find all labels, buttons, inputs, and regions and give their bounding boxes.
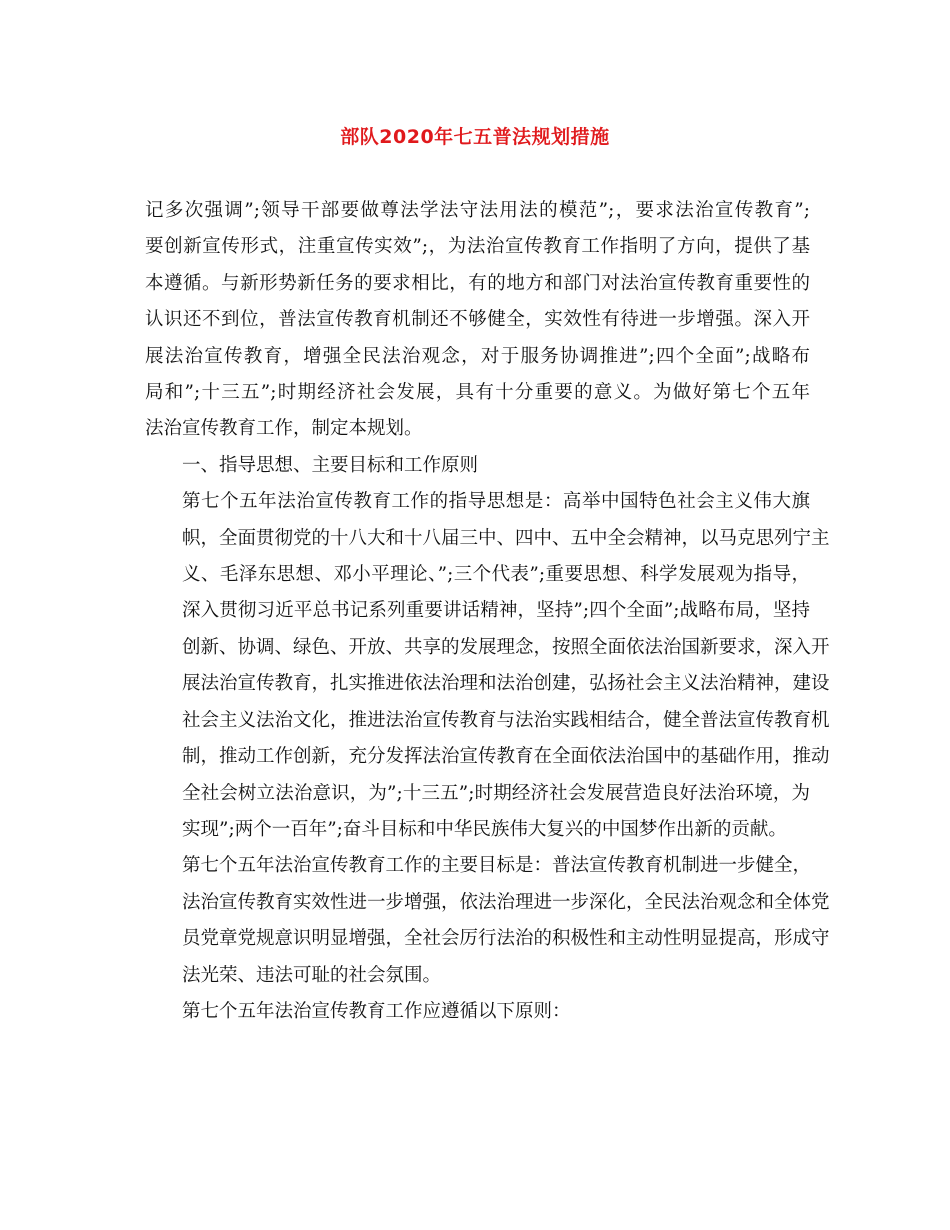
paragraph xyxy=(145,848,830,994)
text-line: 一、指导思想、主要目标和工作原则 xyxy=(182,454,479,476)
text-line: 深入贯彻习近平总书记系列重要讲话精神，坚持”;四个全面”;战略布局，坚持 xyxy=(182,600,810,622)
text-line: 本遵循。与新形势新任务的要求相比，有的地方和部门对法治宣传教育重要性的 xyxy=(145,272,810,294)
text-line: 要创新宣传形式，注重宣传实效”;，为法治宣传教育工作指明了方向，提供了基 xyxy=(145,236,810,258)
text-line: 社会主义法治文化，推进法治宣传教育与法治实践相结合，健全普法宣传教育机 xyxy=(182,709,830,731)
paragraph xyxy=(145,193,810,448)
text-line: 法治宣传教育工作，制定本规划。 xyxy=(145,418,423,440)
document-title: 部队2020年七五普法规划措施 xyxy=(340,126,610,148)
text-line: 创新、协调、绿色、开放、共享的发展理念，按照全面依法治国新要求，深入开 xyxy=(182,636,830,658)
text-line: 记多次强调”;领导干部要做尊法学法守法用法的模范”;，要求法治宣传教育”; xyxy=(145,200,810,221)
text-line: 实现”;两个一百年”;奋斗目标和中华民族伟大复兴的中国梦作出新的贡献。 xyxy=(182,818,787,840)
paragraph xyxy=(145,484,830,848)
text-line: 第七个五年法治宣传教育工作的主要目标是：普法宣传教育机制进一步健全， xyxy=(182,855,812,877)
text-line: 第七个五年法治宣传教育工作的指导思想是：高举中国特色社会主义伟大旗 xyxy=(182,491,810,513)
text-line: 全社会树立法治意识，为”;十三五”;时期经济社会发展营造良好法治环境，为 xyxy=(182,782,810,804)
text-line: 义、毛泽东思想、邓小平理论、”;三个代表”;重要思想、科学发展观为指导， xyxy=(182,564,810,586)
text-line: 员党章党规意识明显增强，全社会厉行法治的积极性和主动性明显提高，形成守 xyxy=(182,928,830,950)
document-body xyxy=(145,193,830,1030)
text-line: 展法治宣传教育，增强全民法治观念，对于服务协调推进”;四个全面”;战略布 xyxy=(145,345,810,367)
paragraph xyxy=(145,448,810,484)
text-line: 法治宣传教育实效性进一步增强，依法治理进一步深化，全民法治观念和全体党 xyxy=(182,891,830,913)
text-line: 制，推动工作创新，充分发挥法治宣传教育在全面依法治国中的基础作用，推动 xyxy=(182,746,830,768)
paragraph xyxy=(145,994,810,1030)
text-line: 展法治宣传教育，扎实推进依法治理和法治创建，弘扬社会主义法治精神，建设 xyxy=(182,673,830,695)
text-line: 认识还不到位，普法宣传教育机制还不够健全，实效性有待进一步增强。深入开 xyxy=(145,309,810,331)
text-line: 第七个五年法治宣传教育工作应遵循以下原则： xyxy=(182,1000,571,1022)
text-line: 帜，全面贯彻党的十八大和十八届三中、四中、五中全会精神，以马克思列宁主 xyxy=(182,527,830,549)
text-line: 局和”;十三五”;时期经济社会发展，具有十分重要的意义。为做好第七个五年 xyxy=(145,382,810,404)
text-line: 法光荣、违法可耻的社会氛围。 xyxy=(182,964,442,986)
